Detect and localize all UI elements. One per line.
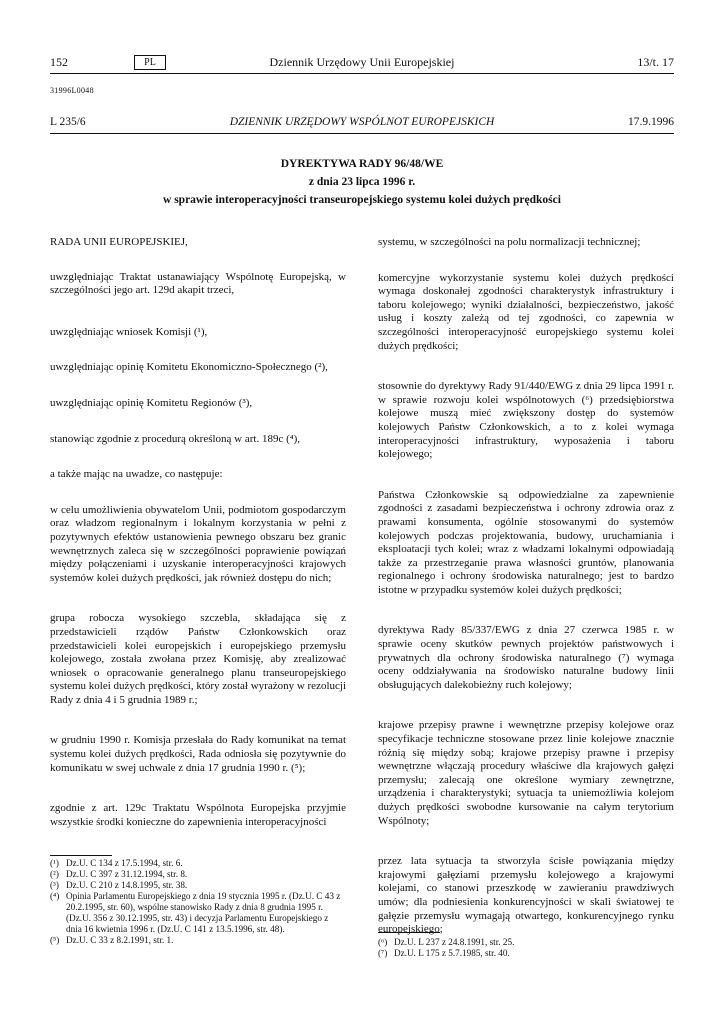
footnote-mark: (³) [50,880,59,890]
header-rule [50,73,674,74]
subheader-rule [50,133,674,134]
footnote-mark: (⁷) [378,948,388,958]
footnote-text: Dz.U. C 134 z 17.5.1994, str. 6. [66,858,183,868]
footnote-mark: (⁵) [50,935,60,945]
oj-date: 17.9.1996 [628,116,674,128]
title-line-3: w sprawie interoperacyjności transeuropejskiego systemu kolei dużych prędkości [163,194,561,206]
footnote-text: Dz.U. L 175 z 5.7.1985, str. 40. [394,948,510,958]
footnote-rule [50,855,112,856]
celex-number: 31996L0048 [50,86,94,95]
paragraph: uwzględniając opinię Komitetu Ekonomiczno-Społecznego (²), [50,361,328,374]
title-line-1: DYREKTYWA RADY 96/48/WE [280,158,444,170]
footnote [50,869,346,880]
footnote [50,891,346,935]
right-column [378,236,674,937]
footnote-text: Dz.U. L 237 z 24.8.1991, str. 25. [394,937,515,947]
footnote-mark: (²) [50,869,59,879]
paragraph: stanowiąc zgodnie z procedurą określoną w art. 189c (⁴), [50,432,301,445]
footnote [50,880,346,891]
paragraph: uwzględniając Traktat ustanawiający Wspólnotę Europejską, w szczególności jego art. 129d akapit trzeci, [50,270,346,297]
footnote-mark: (⁴) [50,891,60,901]
footnote-text: Dz.U. C 210 z 14.8.1995, str. 38. [66,880,188,890]
paragraph: w celu umożliwienia obywatelom Unii, podmiotom gospodarczym oraz władzom regionalnym i lokalnym korzystania w pełni z pozytywnych efektów ustanowienia pewnego obszaru bez granic wewnętrznych zaleca się w szczególności poprawienie powiązań między połączeniami i uzyskanie interoperacyjności krajowych systemów kolei dużych prędkości, jak również dostępu do nich; [50,503,346,584]
paragraph: Państwa Członkowskie są odpowiedzialne za zapewnienie zgodności z zasadami bezpieczeństwa i ochrony zdrowia oraz z prawami konsumenta, ogólnie stosowanymi do systemów kolejowych podczas projektowania, budowy, uruchamiania i eksploatacji tych kolei; wraz z władzami lokalnymi odpowiadają także za przestrzeganie prawa własności gruntów, planowania regionalnego i ochrony środowiska naturalnego; jest to bardzo istotne w przypadku systemów kolei dużych prędkości; [378,488,674,596]
language-badge: PL [134,55,166,70]
document-title [50,155,674,209]
running-header [50,55,674,73]
paragraph: stosownie do dyrektywy Rady 91/440/EWG z dnia 29 lipca 1991 r. w sprawie rozwoju kolei wspólnotowych (⁶) przedsiębiorstwa kolejowe muszą mieć zwiększony dostęp do systemów kolejowych Państw Członkowskich, a to z kolei wymaga interoperacyjności infrastruktury, wyposażenia i taboru kolejowego; [378,380,674,461]
footnote-mark: (¹) [50,858,59,868]
footnote-rule [378,932,440,933]
footnote-text: Dz.U. C 397 z 31.12.1994, str. 8. [66,869,188,879]
left-footnotes [50,858,346,946]
paragraph: grupa robocza wysokiego szczebla, składająca się z przedstawicieli rządów Państw Członkowskich oraz przedstawicieli kolei europejskich i europejskiego przemysłu kolejowego, została zwołana przez Komisję, aby zrealizować wniosek o opracowanie generalnego planu transeuropejskiego systemu kolei dużych prędkości, który został wyrażony w rezolucji Rady z dnia 4 i 5 grudnia 1989 r.; [50,612,347,706]
paragraph: systemu, w szczególności na polu normalizacji technicznej; [378,236,641,248]
footnote-mark: (⁶) [378,937,388,947]
paragraph: przez lata sytuacja ta stworzyła ścisłe powiązania między krajowymi gałęziami przemysłu kolejowego a krajowymi kolejami, co stanowi przeszkodę w zawieraniu prawdziwych umów; dla podniesienia konkurencyjności w skali światowej te gałęzie przemysłu wymagają otwartego, konkurencyjnego rynku europejskiego; [378,855,674,936]
paragraph: dyrektywa Rady 85/337/EWG z dnia 27 czerwca 1985 r. w sprawie oceny skutków pewnych projektów państwowych i prywatnych dla ochrony środowiska naturalnego (⁷) wymaga oceny oddziaływania na środowisko naturalne budowy linii obsługujących dalekobieżny ruch kolejowy; [378,624,674,691]
volume-ref: 13/t. 17 [637,55,674,69]
paragraph: w grudniu 1990 r. Komisja przesłała do Rady komunikat na temat systemu kolei dużych prędkości, Rada odniosła się pozytywnie do komunikatu w swej uchwale z dnia 17 grudnia 1990 r. (⁵); [50,734,346,774]
footnote [378,948,674,959]
paragraph: a także mając na uwadze, co następuje: [50,468,223,481]
paragraph: krajowe przepisy prawne i wewnętrzne przepisy kolejowe oraz specyfikacje techniczne stosowane przez linie kolejowe znacznie różnią się między sobą; krajowe przepisy prawne i przepisy wewnętrzne włączają procedury właściwe dla krajowych gałęzi przemysłu; zalecają one określone wymiary zewnętrzne, urządzenia i charakterystyki; sytuacja ta uniemożliwia kolejom dużych prędkości swobodne kursowanie na całym terytorium Wspólnoty; [378,719,674,827]
original-header [50,116,674,132]
left-column [50,236,346,829]
footnote-text: Dz.U. C 33 z 8.2.1991, str. 1. [66,935,174,945]
oj-reference: L 235/6 [50,116,86,128]
title-line-2: z dnia 23 lipca 1996 r. [308,176,416,188]
right-footnotes [378,937,674,959]
paragraph: uwzględniając opinię Komitetu Regionów (³), [50,396,253,409]
journal-name: Dziennik Urzędowy Unii Europejskiej [269,55,455,69]
oj-journal-title: DZIENNIK URZĘDOWY WSPÓLNOT EUROPEJSKICH [229,116,495,128]
paragraph: uwzględniając wniosek Komisji (¹), [50,325,208,338]
paragraph: komercyjne wykorzystanie systemu kolei dużych prędkości wymaga doskonałej zgodności charakterystyk infrastruktury i taboru kolejowego; wyniki działalności, bezpieczeństwo, jakość usług i koszty zależą od tej zgodności, co zapewnia w szczególności interoperacyjność europejskiego systemu kolei dużych prędkości; [378,271,674,352]
page-number: 152 [50,55,68,69]
paragraph: zgodnie z art. 129c Traktatu Wspólnota Europejska przyjmie wszystkie środki konieczne do zapewnienia interoperacyjności [50,802,346,828]
footnote [50,935,346,946]
footnote [50,858,346,869]
footnote-text: Opinia Parlamentu Europejskiego z dnia 19 stycznia 1995 r. (Dz.U. C 43 z 20.2.1995, str. 60), wspólne stanowisko Rady z dnia 8 grudnia 1995 r. (Dz.U. 356 z 30.12.1995, str. 43) i decyzja Parlamentu Europejskiego z dnia 16 kwietnia 1996 r. (Dz.U. C 141 z 13.5.1996, str. 48). [66,891,341,934]
paragraph: RADA UNII EUROPEJSKIEJ, [50,236,188,248]
footnote [378,937,674,948]
